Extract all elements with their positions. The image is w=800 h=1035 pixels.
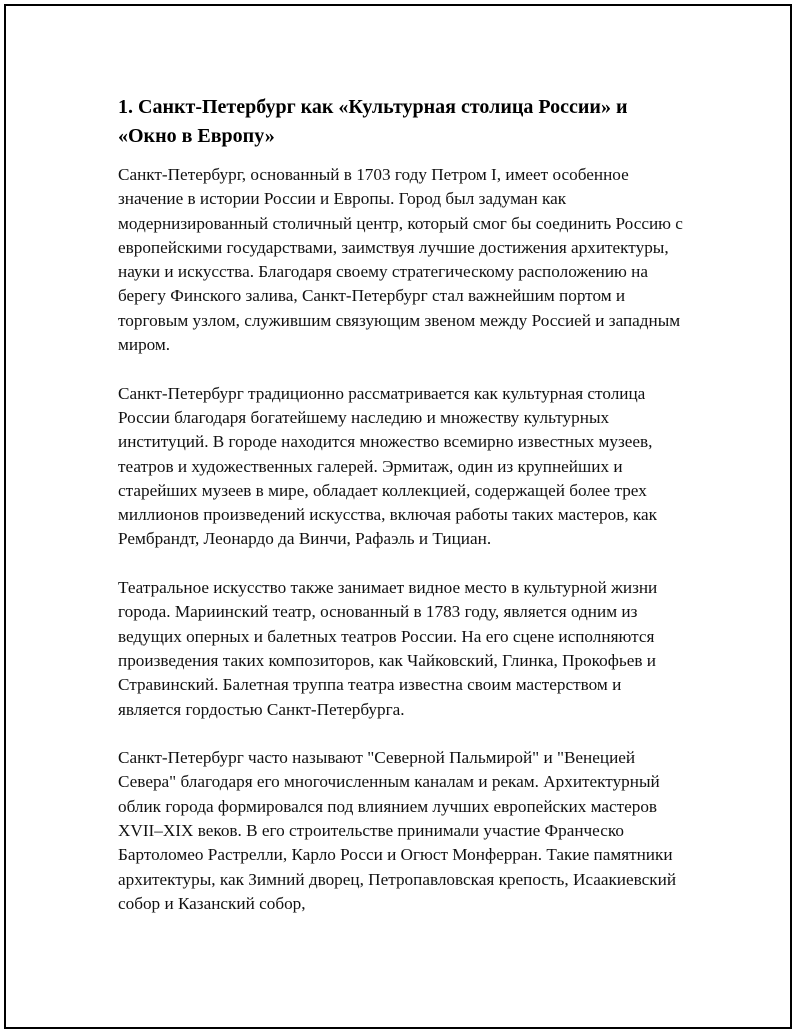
paragraph-founding: Санкт-Петербург, основанный в 1703 году Петром I, имеет особенное значение в истории России и Европы. Город был задуман как модернизированный столичный центр, который смог бы соединить Россию с европейскими государствами, заимствуя лучшие достижения архитектуры, науки и искусства. Благодаря своему стратегическому расположению на берегу Финского залива, Санкт-Петербург стал важнейшим портом и торговым узлом, служившим связующим звеном между Россией и западным миром. xyxy=(118,165,683,355)
paragraph-theatre: Театральное искусство также занимает видное место в культурной жизни города. Мариинский театр, основанный в 1783 году, является одним из ведущих оперных и балетных театров России. На его сцене исполняются произведения таких композиторов, как Чайковский, Глинка, Прокофьев и Стравинский. Балетная труппа театра известна своим мастерством и является гордостью Санкт-Петербурга. xyxy=(118,578,658,719)
paragraph-cultural-capital: Санкт-Петербург традиционно рассматривается как культурная столица России благодаря богатейшему наследию и множеству культурных институций. В городе находится множество всемирно известных музеев, театров и художественных галерей. Эрмитаж, один из крупнейших и старейших музеев в мире, обладает коллекцией, содержащей более трех миллионов произведений искусства, включая работы таких мастеров, как Рембрандт, Леонардо да Винчи, Рафаэль и Тициан. xyxy=(118,383,657,549)
document-body xyxy=(118,93,693,916)
paragraph-architecture: Санкт-Петербург часто называют "Северной Пальмирой" и "Венецией Севера" благодаря его многочисленным каналам и рекам. Архитектурный облик города формировался под влиянием лучших европейских мастеров XVII–XIX веков. В его строительстве принимали участие Франческо Бартоломео Растрелли, Карло Росси и Огюст Монферран. Такие памятники архитектуры, как Зимний дворец, Петропавловская крепость, Исаакиевский собор и Казанский собор, xyxy=(118,748,677,913)
section-heading: 1. Санкт-Петербург как «Культурная столица России» и «Окно в Европу» xyxy=(118,96,628,147)
